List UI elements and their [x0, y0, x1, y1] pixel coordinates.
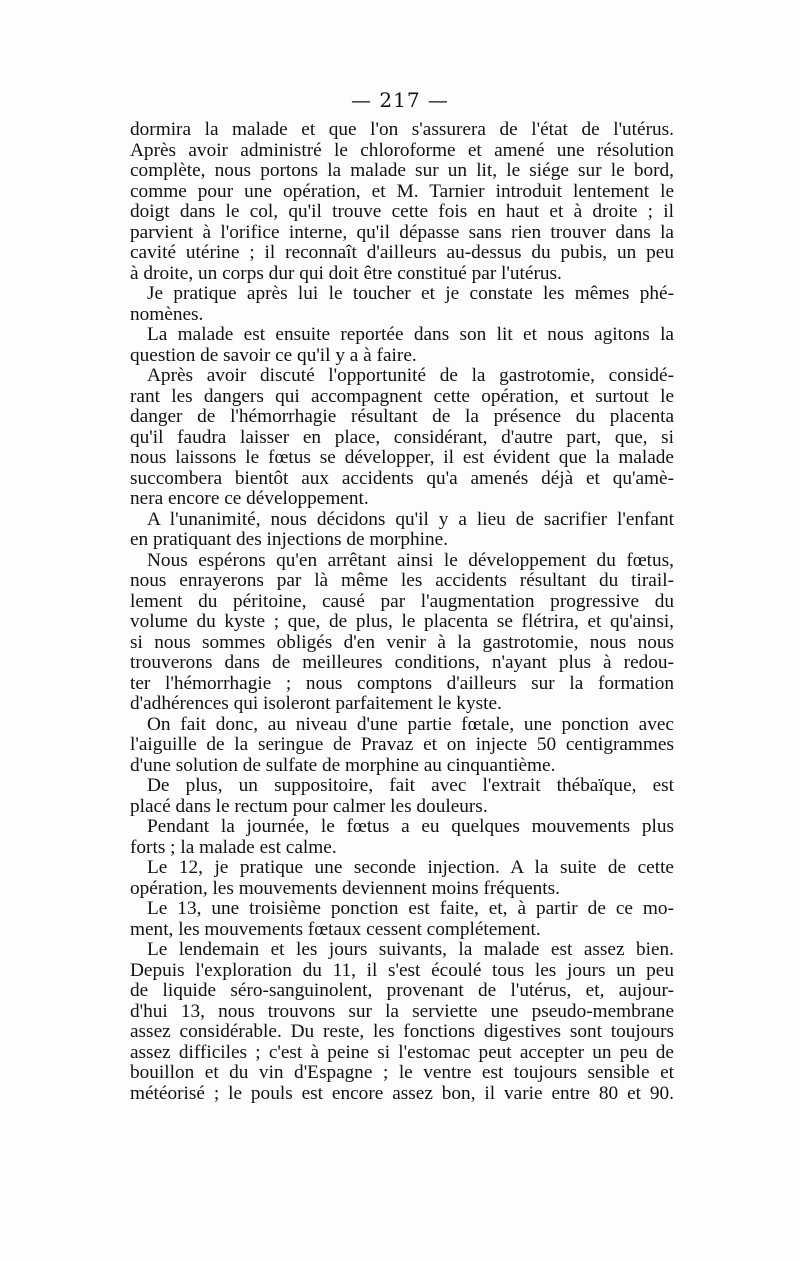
text-line: La malade est ensuite reportée dans son lit et nous agitons la	[147, 325, 674, 345]
text-line: trouverons dans de meilleures conditions, n'ayant plus à redou-	[130, 653, 674, 673]
text-line: Le lendemain et les jours suivants, la malade est assez bien.	[147, 940, 674, 960]
text-line: Pendant la journée, le fœtus a eu quelques mouvements plus	[147, 817, 674, 837]
text-line: Nous espérons qu'en arrêtant ainsi le développement du fœtus,	[147, 550, 674, 571]
text-line: lement du péritoine, causé par l'augmentation progressive du	[130, 591, 674, 612]
text-line: rant les dangers qui accompagnent cette opération, et surtout le	[130, 386, 674, 407]
text-line: assez considérable. Du reste, les fonctions digestives sont toujours	[130, 1022, 674, 1042]
text-line: bouillon et du vin d'Espagne ; le ventre est toujours sensible et	[130, 1063, 674, 1083]
text-line: qu'il faudra laisser en place, considérant, d'autre part, que, si	[130, 427, 674, 448]
text-line: volume du kyste ; que, de plus, le placenta se flétrira, et qu'ainsi,	[130, 612, 674, 632]
text-line: Je pratique après lui le toucher et je constate les mêmes phé-	[147, 284, 674, 304]
text-line: Le 13, une troisième ponction est faite, et, à partir de ce mo-	[147, 899, 674, 919]
text-line: cavité utérine ; il reconnaît d'ailleurs au-dessus du pubis, un peu	[130, 243, 674, 263]
text-line: Après avoir administré le chloroforme et amené une résolution	[130, 140, 674, 161]
text-line: dormira la malade et que l'on s'assurera de l'état de l'utérus.	[130, 120, 674, 140]
text-line: d'adhérences qui isoleront parfaitement le kyste.	[130, 694, 502, 714]
text-line: nous enrayerons par là même les accidents résultant du tirail-	[130, 571, 674, 591]
text-line: parvient à l'orifice interne, qu'il dépasse sans rien trouver dans la	[130, 222, 674, 243]
text-line: nous laissons le fœtus se développer, il est évident que la malade	[130, 448, 674, 468]
text-line: Depuis l'exploration du 11, il s'est écoulé tous les jours un peu	[130, 960, 674, 981]
text-line: complète, nous portons la malade sur un lit, le siége sur le bord,	[130, 161, 674, 181]
text-line: A l'unanimité, nous décidons qu'il y a lieu de sacrifier l'enfant	[147, 509, 674, 530]
text-line: ment, les mouvements fœtaux cessent complétement.	[130, 919, 541, 940]
text-line: doigt dans le col, qu'il trouve cette fois en haut et à droite ; il	[130, 202, 674, 222]
text-line: forts ; la malade est calme.	[130, 837, 337, 858]
text-line: assez difficiles ; c'est à peine si l'estomac peut accepter un peu de	[130, 1042, 674, 1063]
text-line: succombera bientôt aux accidents qu'a amenés déjà et qu'amè-	[130, 468, 674, 489]
text-line: d'hui 13, nous trouvons sur la serviette une pseudo-membrane	[130, 1001, 674, 1022]
text-line: d'une solution de sulfate de morphine au cinquantième.	[130, 755, 556, 776]
text-line: nomènes.	[130, 304, 204, 325]
text-line: en pratiquant des injections de morphine.	[130, 530, 449, 550]
page-number: — 217 —	[351, 88, 449, 112]
text-line: danger de l'hémorrhagie résultant de la présence du placenta	[130, 407, 674, 427]
text-line: si nous sommes obligés d'en venir à la gastrotomie, nous nous	[130, 632, 674, 653]
text-line: nera encore ce développement.	[130, 489, 369, 509]
text-line: ter l'hémorrhagie ; nous comptons d'ailleurs sur la formation	[130, 673, 674, 694]
text-line: comme pour une opération, et M. Tarnier introduit lentement le	[130, 181, 674, 202]
text-line: météorisé ; le pouls est encore assez bon, il varie entre 80 et 90.	[130, 1083, 674, 1104]
text-line: placé dans le rectum pour calmer les douleurs.	[130, 796, 488, 817]
body-text	[130, 120, 674, 1104]
text-line: opération, les mouvements deviennent moins fréquents.	[130, 878, 560, 899]
text-line: de liquide séro-sanguinolent, provenant de l'utérus, et, aujour-	[130, 981, 674, 1001]
text-line: à droite, un corps dur qui doit être constitué par l'utérus.	[130, 263, 562, 284]
text-line: De plus, un suppositoire, fait avec l'extrait thébaïque, est	[147, 776, 674, 796]
text-line: question de savoir ce qu'il y a à faire.	[130, 345, 417, 366]
text-line: l'aiguille de la seringue de Pravaz et on injecte 50 centigrammes	[130, 735, 674, 755]
text-line: Après avoir discuté l'opportunité de la gastrotomie, considé-	[147, 366, 674, 386]
text-line: On fait donc, au niveau d'une partie fœtale, une ponction avec	[147, 714, 674, 735]
text-line: Le 12, je pratique une seconde injection. A la suite de cette	[147, 858, 674, 878]
